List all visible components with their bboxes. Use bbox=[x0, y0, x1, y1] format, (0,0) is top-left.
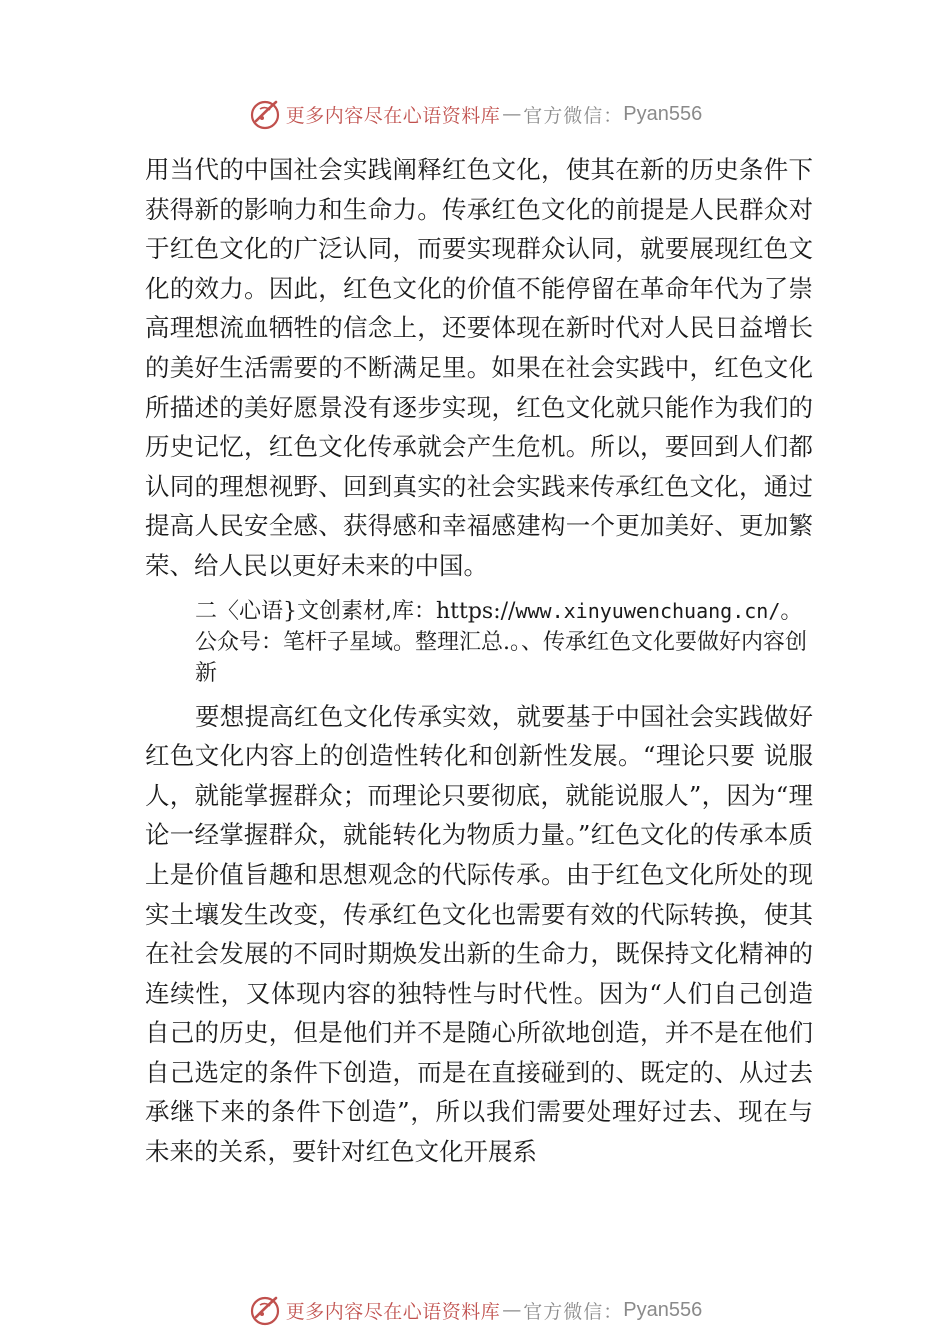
footer-wechat-label: 官方微信： bbox=[523, 1300, 624, 1323]
footer-dash: — bbox=[502, 1299, 522, 1321]
paragraph-2: 要想提高红色文化传承实效，就要基于中国社会实践做好红色文化内容上的创造性转化和创新性发展。“理论只要 说服人，就能掌握群众；而理论只要彻底，就能说服人”，因为“理论一经掌握群众，就能转化为物质力量。”红色文化的传承本质上是价值旨趣和思想观念的代际传承。由于红色文化所处的现实土壤发生改变，传承红色文化也需要有效的代际转换，使其在社会发展的不同时期焕发出新的生命力，既保持文化精神的连续性，又体现内容的独特性与时代性。因为“人们自己创造自己的历史，但是他们并不是随心所欲地创造，并不是在他们自己选定的条件下创造，而是在直接碰到的、既定的、从过去承继下来的条件下创造”，所以我们需要处理好过去、现在与未来的关系，要针对红色文化开展系 bbox=[145, 701, 813, 1167]
header-dash: — bbox=[502, 103, 522, 125]
pen-circle-logo-icon bbox=[248, 1293, 282, 1327]
document-body bbox=[145, 150, 813, 1172]
header-wechat-label: 官方微信： bbox=[523, 104, 624, 127]
heading-url: www.xinyuwenchuang.cn/ bbox=[515, 598, 781, 623]
paragraph-1: 用当代的中国社会实践阐释红色文化，使其在新的历史条件下获得新的影响力和生命力。传承红色文化的前提是人民群众对于红色文化的广泛认同，而要实现群众认同，就要展现红色文化的效力。因此，红色文化的价值不能停留在革命年代为了崇高理想流血牺牲的信念上，还要体现在新时代对人民日益增长的美好生活需要的不断满足里。如果在社会实践中，红色文化所描述的美好愿景没有逐步实现，红色文化就只能作为我们的历史记忆，红色文化传承就会产生危机。所以，要回到人们都认同的理想视野、回到真实的社会实践来传承红色文化，通过提高人民安全感、获得感和幸福感建构一个更加美好、更加繁荣、给人民以更好未来的中国。 bbox=[145, 155, 813, 580]
footer-promo-text: 更多内容尽在心语资料库 bbox=[285, 1300, 501, 1323]
section-heading bbox=[195, 596, 813, 689]
header-banner bbox=[0, 92, 950, 136]
header-promo-text: 更多内容尽在心语资料库 bbox=[285, 104, 501, 127]
pen-circle-logo-icon bbox=[248, 97, 282, 131]
heading-suffix: 。公众号：笔杆子星域。整理汇总.。、传承红色文化要做好内容创新 bbox=[195, 598, 807, 686]
footer-wechat-id: Pyan556 bbox=[623, 1298, 703, 1321]
heading-prefix: 二〈心语}文创素材,库：https:// bbox=[195, 598, 516, 624]
header-wechat-id: Pyan556 bbox=[623, 102, 703, 125]
footer-banner bbox=[0, 1288, 950, 1332]
